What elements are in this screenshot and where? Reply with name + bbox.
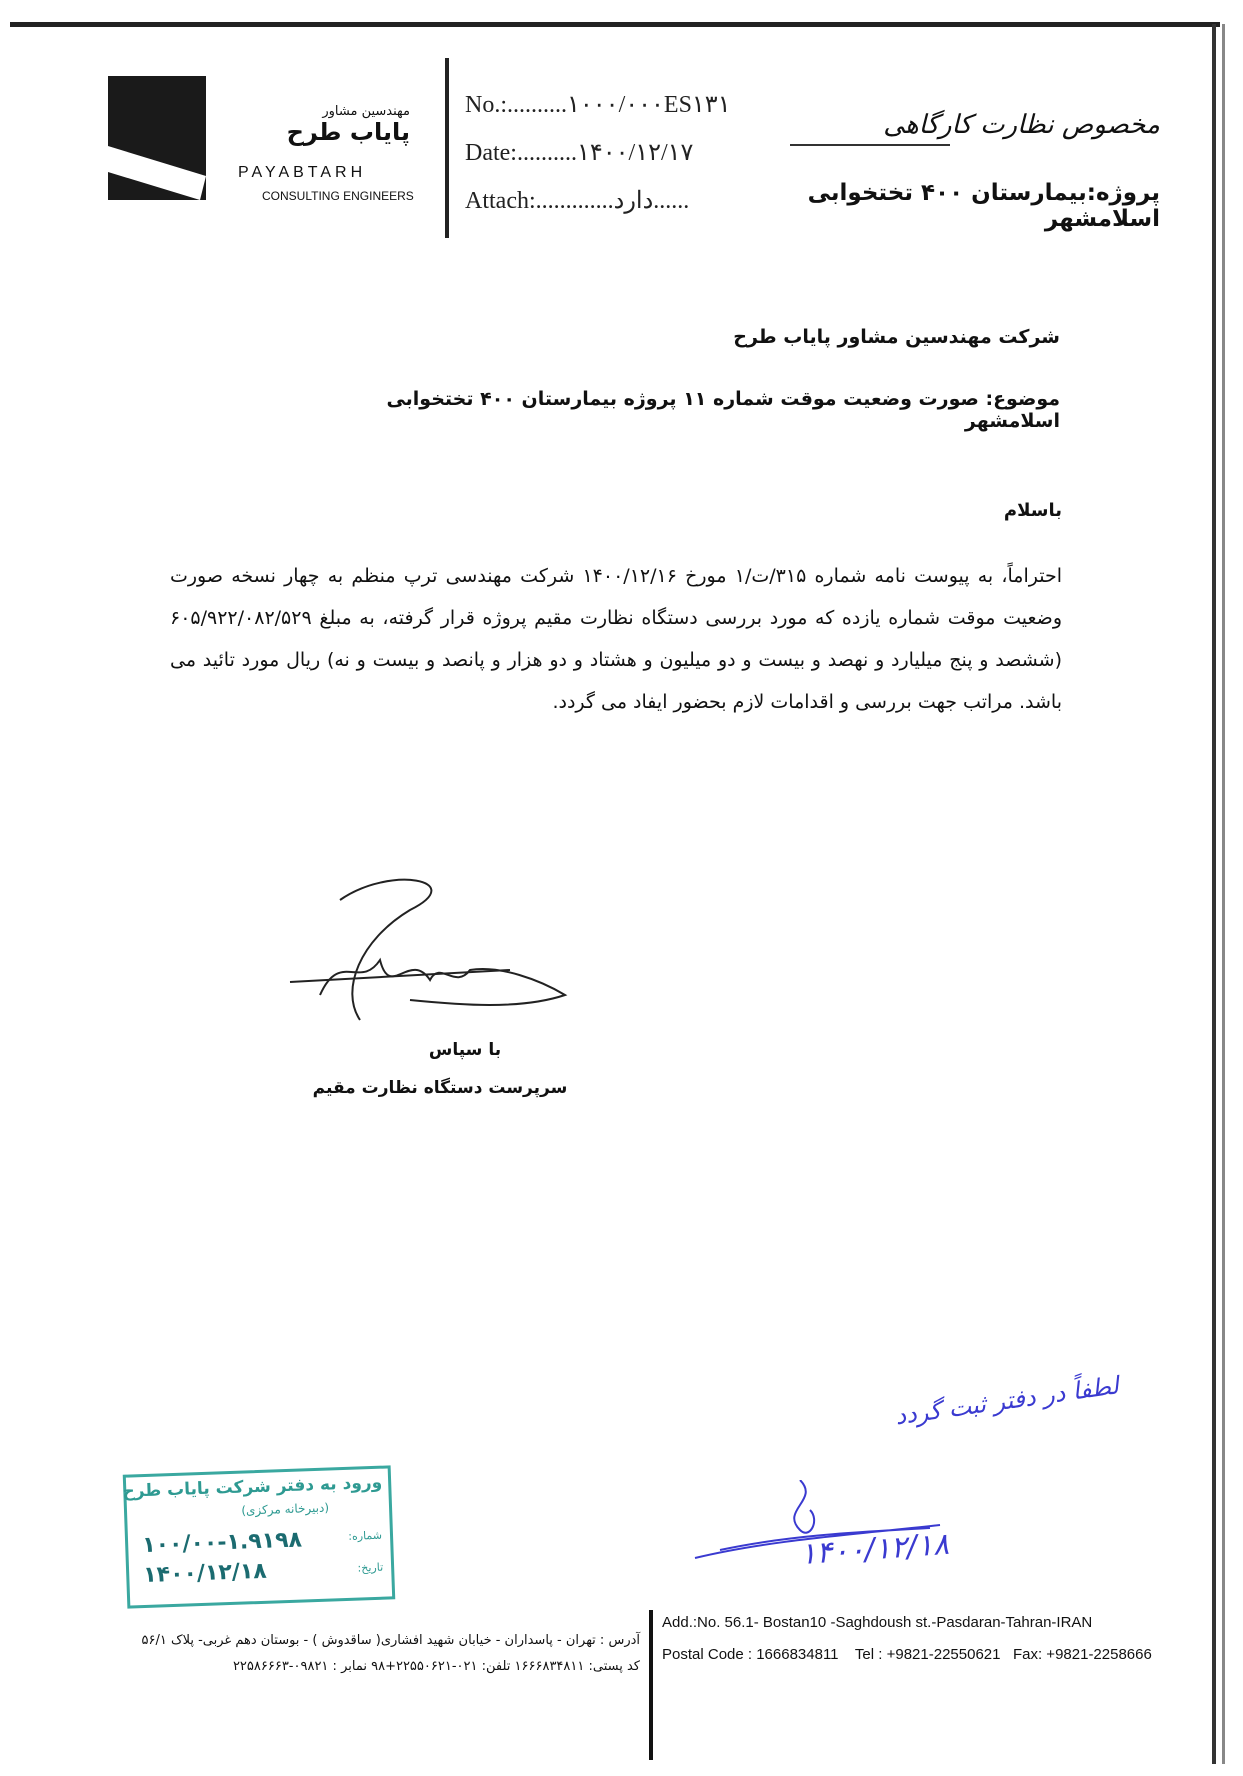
footer-divider <box>649 1610 653 1760</box>
subject: موضوع: صورت وضعیت موقت شماره ۱۱ پروژه بیمارستان ۴۰۰ تختخوابی اسلامشهر <box>386 388 1060 432</box>
logo-text-en-sub: CONSULTING ENGINEERS <box>262 189 414 203</box>
company-logo <box>108 76 206 200</box>
number-value: ..........۱۰۰۰/۰۰۰ES۱۳۱ <box>507 92 731 118</box>
logo-text-fa-small: مهندسین مشاور <box>322 104 410 119</box>
stamp-number-label: شماره: <box>348 1528 383 1543</box>
address-fa: آدرس : تهران - پاسداران - خیابان شهید افشاری( ساقدوش ) - بوستان دهم غربی- پلاک ۵۶/۱ <box>141 1633 640 1648</box>
header-title-underline <box>790 144 950 146</box>
header-divider <box>445 58 449 238</box>
header-title: مخصوص نظارت کارگاهی <box>883 110 1160 140</box>
logo-text-fa: پایاب طرح <box>286 118 410 146</box>
recipient: شرکت مهندسین مشاور پایاب طرح <box>733 326 1060 348</box>
letter-number <box>465 90 731 119</box>
logo-mark-icon <box>108 76 206 200</box>
stamp-subtitle: (دبیرخانه مرکزی) <box>241 1500 330 1518</box>
footer-address-fa <box>70 1628 640 1680</box>
stamp-title: ورود به دفتر شرکت پایاب طرح <box>122 1472 383 1502</box>
stamp-date-value: ۱۴۰۰/۱۲/۱۸ <box>142 1558 268 1589</box>
closing: با سپاس <box>428 1040 502 1060</box>
handwritten-note: لطفاً در دفتر ثبت گردد <box>893 1371 1121 1431</box>
signer-title: سرپرست دستگاه نظارت مقیم <box>312 1078 568 1098</box>
number-label: No.: <box>465 92 507 118</box>
date-label: Date: <box>465 140 517 166</box>
logo-text-en: PAYABTARH <box>238 164 367 181</box>
stamp-number-value: ۱۰۰/۰۰-۱.۹۱۹۸ <box>141 1527 303 1559</box>
date-value: ..........۱۴۰۰/۱۲/۱۷ <box>516 140 694 166</box>
header-project: پروژه:بیمارستان ۴۰۰ تختخوابی اسلامشهر <box>807 180 1160 232</box>
letter-attach <box>465 186 689 215</box>
attach-value: .............دارد...... <box>535 188 690 214</box>
stamp-date-label: تاریخ: <box>357 1560 384 1575</box>
signature <box>280 870 580 1040</box>
handwritten-date: ۱۴۰۰/۱۲/۱۸ <box>798 1526 951 1573</box>
contact-fa: کد پستی: ۱۶۶۶۸۳۴۸۱۱ تلفن: ۰۲۱-۲۲۵۵۰۶۲۱+۹۸ نمابر : ۰۹۸۲۱-۲۲۵۸۶۶۶۳ <box>232 1659 640 1674</box>
letter-date <box>465 138 693 167</box>
contact-en: Postal Code : 1666834811 Tel : +9821-22550621 Fax: +9821-2258666 <box>662 1646 1152 1663</box>
letter-body: احتراماً، به پیوست نامه شماره ۳۱۵/ت/۱ مورخ ۱۴۰۰/۱۲/۱۶ شرکت مهندسی ترپ منظم به چهار نسخه صورت وضعیت موقت شماره یازده که مورد بررسی دستگاه نظارت مقیم پروژه قرار گرفته، به مبلغ ۶۰۵/۹۲۲/۰۸۲/۵۲۹ (ششصد و پنج میلیارد و نهصد و بیست و دو میلیون و هشتاد و دو هزار و پانصد و بیست و نه) ریال مورد تائید می باشد. مراتب جهت بررسی و اقدامات لازم بحضور ایفاد می گردد. <box>170 565 1062 713</box>
address-en: Add.:No. 56.1- Bostan10 -Saghdoush st.-Pasdaran-Tahran-IRAN <box>662 1614 1093 1631</box>
attach-label: Attach: <box>465 188 536 214</box>
greeting: باسلام <box>1003 500 1062 521</box>
receipt-stamp <box>123 1465 396 1608</box>
page-border-right-outer <box>1222 24 1225 1764</box>
page-border-top <box>10 22 1220 27</box>
page-border-right <box>1212 24 1216 1764</box>
